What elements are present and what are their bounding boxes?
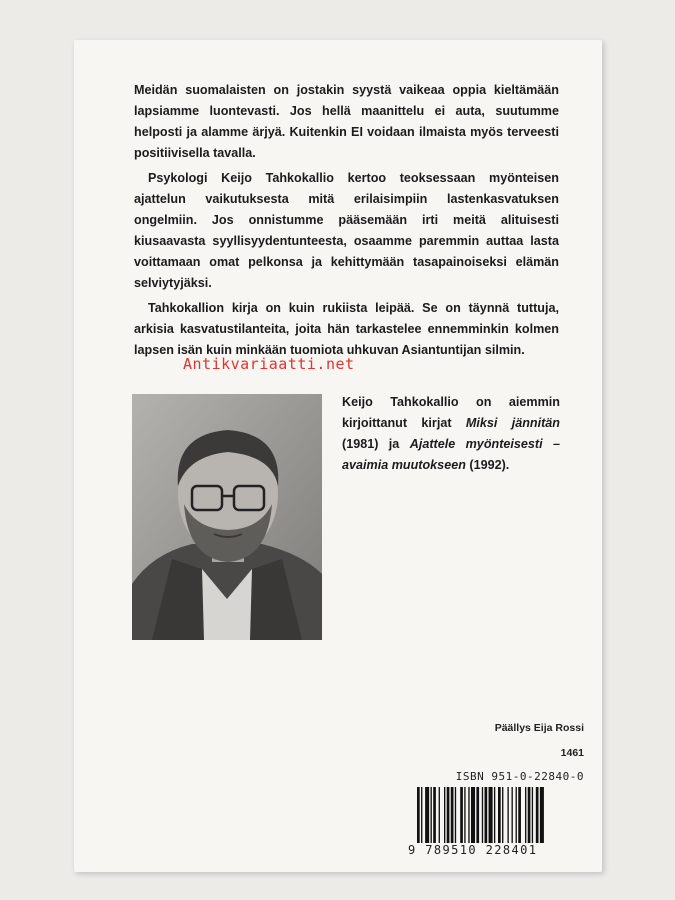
barcode-bar <box>439 787 440 843</box>
barcode-bar <box>421 787 422 843</box>
barcode-bar <box>489 787 493 843</box>
barcode-bar <box>516 787 517 843</box>
barcode-bar <box>532 787 533 843</box>
barcode-bar <box>512 787 513 843</box>
series-number: 1461 <box>560 747 584 759</box>
barcode-bar <box>518 787 521 843</box>
barcode-bar <box>425 787 429 843</box>
barcode-bar <box>502 787 503 843</box>
barcode-bar <box>447 787 450 843</box>
barcode-bar <box>485 787 488 843</box>
barcode-bar <box>476 787 479 843</box>
author-year-1: (1981) ja <box>342 437 410 451</box>
blurb-paragraph-1: Meidän suomalaisten on jostakin syystä vaikeaa oppia kieltämään lapsiamme luontevasti. Jos hellä maanittelu ei auta, suutumme helposti ja alamme ärjyä. Kuitenkin EI voidaan ilmaista myös terveesti positiivisella tavalla. <box>134 83 559 160</box>
barcode-bar <box>464 787 465 843</box>
author-photo <box>132 394 322 640</box>
barcode-bar <box>455 787 456 843</box>
barcode-bar <box>482 787 483 843</box>
author-book-1: Miksi jännitän <box>465 416 560 430</box>
barcode-bar <box>528 787 531 843</box>
watermark: Antikvariaatti.net <box>183 355 355 373</box>
barcode-bar <box>417 787 420 843</box>
barcode-bar <box>433 787 436 843</box>
barcode-bar <box>507 787 508 843</box>
barcode-bar <box>451 787 454 843</box>
blurb-paragraph-2: Psykologi Keijo Tahkokallio kertoo teoksessaan myönteisen ajattelun vaikutuksesta mitä erilaisimpiin lastenkasvatuksen ongelmiin. Jos onnistumme pääsemään irti meitä alituisesti kiusaavasta syyllisyydentunteesta, osaamme paremmin auttaa lasta voittamaan omat pelkonsa ja kehittymään tasapainoiseksi elämän selviytyjäksi. <box>134 171 559 290</box>
author-year-2: (1992). <box>465 458 510 472</box>
barcode-bar <box>444 787 445 843</box>
barcode-bar <box>494 787 495 843</box>
barcode-bar <box>471 787 475 843</box>
barcode-bar <box>540 787 544 843</box>
blurb-text <box>134 80 559 365</box>
cover-credit: Päällys Eija Rossi <box>494 722 584 734</box>
barcode-digits: 9 789510 228401 <box>408 843 538 857</box>
book-back-cover <box>74 40 602 872</box>
blurb-paragraph-3: Tahkokallion kirja on kuin rukiista leipää. Se on täynnä tuttuja, arkisia kasvatustilanteita, joita hän tarkastelee ennemminkin kolmen lapsen isän kuin minkään tuomiota uhkuvan Asiantuntijan silmin. <box>134 301 559 357</box>
author-note-lead: Keijo Tahkokallio on aiemmin kirjoittanut kirjat <box>342 395 560 430</box>
author-note <box>342 392 560 476</box>
barcode-bar <box>536 787 539 843</box>
barcode-bar <box>460 787 463 843</box>
barcode-bar <box>498 787 501 843</box>
isbn-label: ISBN 951-0-22840-0 <box>455 770 584 783</box>
barcode-bar <box>431 787 432 843</box>
barcode-bar <box>468 787 469 843</box>
barcode-bar <box>525 787 526 843</box>
author-book-2: Ajattele myönteisesti – avaimia muutokseen <box>342 437 561 472</box>
